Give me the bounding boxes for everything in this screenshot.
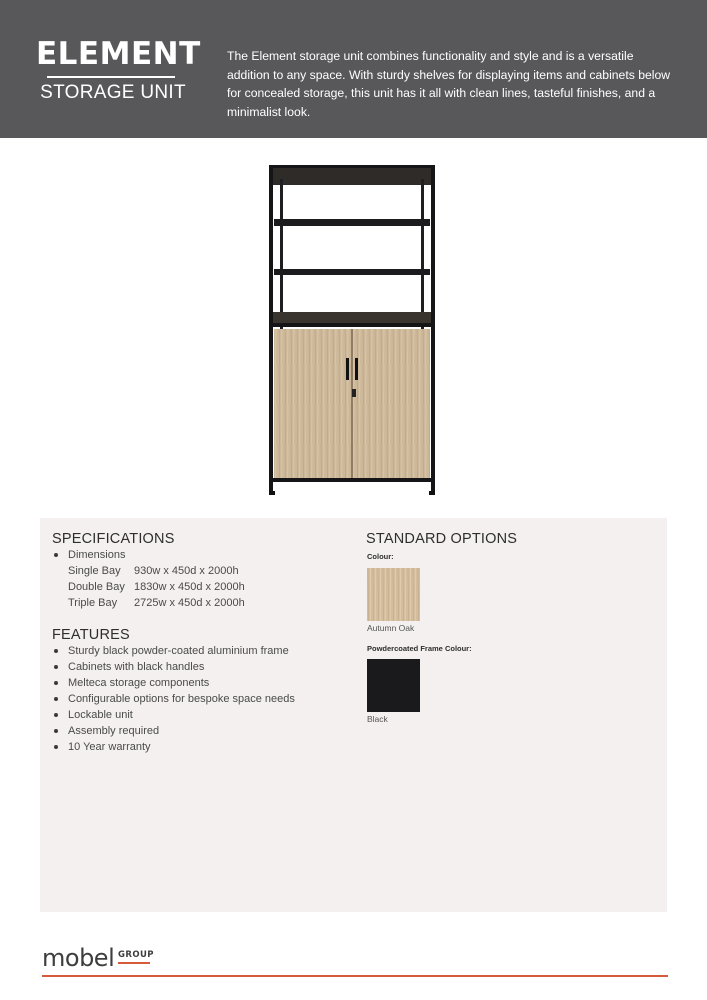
dimension-value: 2725w x 450d x 2000h bbox=[134, 597, 245, 609]
list-item bbox=[52, 675, 295, 691]
black-swatch bbox=[367, 659, 420, 712]
features-heading: FEATURES bbox=[52, 627, 130, 643]
footer-divider bbox=[42, 975, 668, 977]
feature-text: Assembly required bbox=[68, 725, 160, 737]
list-item bbox=[52, 643, 295, 659]
frame-colour-name: Black bbox=[367, 714, 388, 724]
specifications-heading: SPECIFICATIONS bbox=[52, 531, 175, 547]
product-description: The Element storage unit combines functionality and style and is a versatile addition to any space. With sturdy shelves for displaying items and cabinets below for concealed storage, this unit has it all with clean lines, tasteful finishes, and a minimalist look. bbox=[227, 49, 671, 119]
feature-text: 10 Year warranty bbox=[68, 741, 151, 753]
autumn-oak-swatch bbox=[367, 568, 420, 621]
frame-colour-label: Powdercoated Frame Colour: bbox=[367, 644, 472, 653]
dimension-label: Single Bay bbox=[68, 565, 121, 577]
list-item bbox=[52, 723, 295, 739]
wood-grain-texture bbox=[367, 568, 420, 621]
features-list bbox=[52, 643, 295, 755]
product-subtitle: STORAGE UNIT bbox=[40, 82, 186, 103]
feature-text: Cabinets with black handles bbox=[68, 661, 205, 673]
bullet-dot bbox=[54, 745, 58, 749]
colour-name: Autumn Oak bbox=[367, 623, 415, 633]
logo-suffix: GROUP bbox=[118, 950, 154, 960]
storage-unit-image bbox=[266, 165, 438, 497]
dimension-value: 1830w x 450d x 2000h bbox=[134, 581, 245, 593]
list-item bbox=[52, 547, 245, 563]
feature-text: Melteca storage components bbox=[68, 677, 210, 689]
dimension-row-single bbox=[52, 563, 245, 579]
bullet-dot bbox=[54, 681, 58, 685]
bullet-dot bbox=[54, 649, 58, 653]
bullet-dot bbox=[54, 697, 58, 701]
bullet-dot bbox=[54, 713, 58, 717]
bullet-dot bbox=[54, 729, 58, 733]
dimension-value: 930w x 450d x 2000h bbox=[134, 565, 239, 577]
logo-wordmark: mobel bbox=[42, 944, 115, 972]
product-title: ELEMENT bbox=[36, 36, 201, 72]
bullet-dot bbox=[54, 553, 58, 557]
standard-options-heading: STANDARD OPTIONS bbox=[366, 531, 518, 547]
specifications-list bbox=[52, 547, 245, 611]
list-item bbox=[52, 707, 295, 723]
feature-text: Configurable options for bespoke space needs bbox=[68, 693, 295, 705]
title-divider bbox=[47, 76, 175, 78]
header-banner bbox=[0, 0, 707, 138]
feature-text: Lockable unit bbox=[68, 709, 133, 721]
colour-label: Colour: bbox=[367, 552, 394, 561]
list-item bbox=[52, 691, 295, 707]
list-item bbox=[52, 659, 295, 675]
bullet-dot bbox=[54, 665, 58, 669]
feature-text: Sturdy black powder-coated aluminium frame bbox=[68, 645, 289, 657]
dimension-label: Triple Bay bbox=[68, 597, 118, 609]
dimension-label: Double Bay bbox=[68, 581, 125, 593]
list-item bbox=[52, 739, 295, 755]
logo-accent-bar bbox=[118, 962, 150, 964]
dimensions-label: Dimensions bbox=[68, 549, 126, 561]
dimension-row-triple bbox=[52, 595, 245, 611]
dimension-row-double bbox=[52, 579, 245, 595]
